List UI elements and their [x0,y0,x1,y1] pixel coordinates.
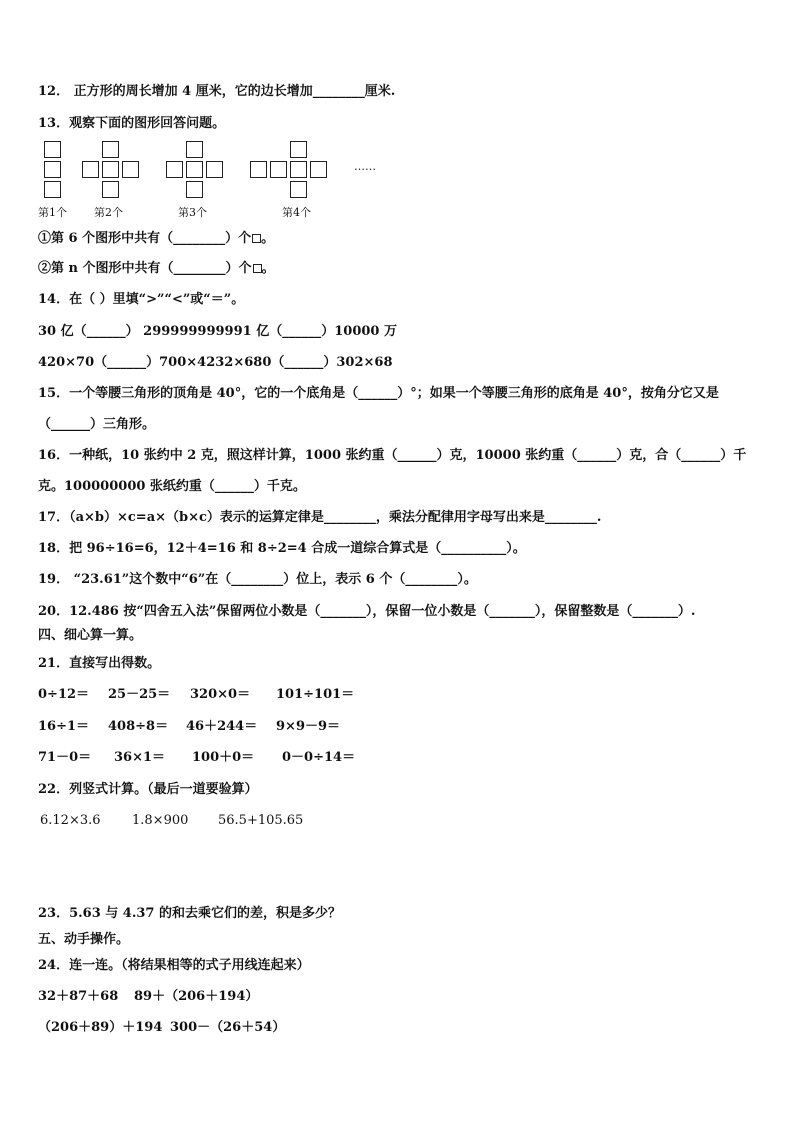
question-16-line-1: 16．一种纸，10 张约中 2 克，照这样计算，1000 张约重（______）克，10000 张约重（______）克，合（______）千 [38,448,747,463]
square-shape [186,181,203,198]
question-24-row-2: （206＋89）＋194 300－（26＋54） [38,1020,286,1035]
section-4-heading: 四、细心算一算。 [38,628,143,643]
square-shape [290,181,307,198]
question-21-title: 21．直接写出得数。 [38,656,161,671]
section-5-heading: 五、动手操作。 [38,932,130,947]
question-15-line-2: （______）三角形。 [38,417,156,432]
question-14-row-2: 420×70（______）700×4232×680（______）302×68 [38,355,393,370]
small-square-icon [253,264,262,273]
question-19: 19． “23.61”这个数中“6”在（________）位上，表示 6 个（________）。 [38,572,477,587]
question-18: 18．把 96÷16=6，12＋4=16 和 8÷2=4 合成一道综合算式是（__________）。 [38,541,526,556]
question-20: 20．12.486 按“四舍五入法”保留两位小数是（_______），保留一位小数是（_______），保留整数是（_______）. [38,604,696,619]
square-shape [290,141,307,158]
figure-caption: 第1个 [38,206,67,219]
square-shape [290,161,307,178]
square-shape [186,161,203,178]
question-24-row-1: 32＋87＋68 89＋（206＋194） [38,989,259,1004]
question-16-line-2: 克。100000000 张纸约重（______）千克。 [38,479,306,494]
small-square-icon [252,234,261,243]
square-shape [44,161,61,178]
figure-caption: 第4个 [282,206,311,219]
square-shape [122,161,139,178]
question-13-part-1: ①第 6 个图形中共有（________）个 。 [38,231,275,246]
question-12: 12． 正方形的周长增加 4 厘米，它的边长增加________厘米. [38,84,396,99]
question-22-items: 6.12×3.6 1.8×900 56.5+105.65 [40,813,304,828]
question-21-row-2: 16÷1＝ 408÷8＝ 46＋244＝ 9×9－9＝ [38,719,341,734]
question-21-row-3: 71－0＝ 36×1＝ 100＋0＝ 0－0÷14＝ [38,750,356,765]
figure-caption: 第2个 [94,206,123,219]
figure-caption: 第3个 [178,206,207,219]
square-shape [44,141,61,158]
square-shape [102,181,119,198]
square-shape [102,141,119,158]
ellipsis: …… [354,160,376,173]
square-shape [206,161,223,178]
question-17: 17．（a×b）×c=a×（b×c）表示的运算定律是________，乘法分配律用字母写出来是________. [38,510,602,525]
square-shape [44,181,61,198]
question-15-line-1: 15．一个等腰三角形的顶角是 40°，它的一个底角是（______）°；如果一个等腰三角形的底角是 40°，按角分它又是 [38,386,719,401]
square-shape [250,161,267,178]
question-14-row-1: 30 亿（______） 299999999991 亿（______）10000 万 [38,324,397,339]
question-22-title: 22．列竖式计算。（最后一道要验算） [38,782,258,797]
square-shape [270,161,287,178]
question-23: 23．5.63 与 4.37 的和去乘它们的差，积是多少？ [38,906,341,921]
square-shape [82,161,99,178]
question-24-title: 24．连一连。（将结果相等的式子用线连起来） [38,958,310,973]
question-13-part-2: ②第 n 个图形中共有（________）个 。 [38,261,275,276]
square-shape [310,161,327,178]
square-shape [102,161,119,178]
question-14-title: 14．在（ ）里填“>”“<”或“＝”。 [38,292,245,307]
square-shape [186,141,203,158]
question-13-title: 13．观察下面的图形回答问题。 [38,116,226,131]
square-shape [166,161,183,178]
question-21-row-1: 0÷12＝ 25－25＝ 320×0＝ 101÷101＝ [38,687,355,702]
